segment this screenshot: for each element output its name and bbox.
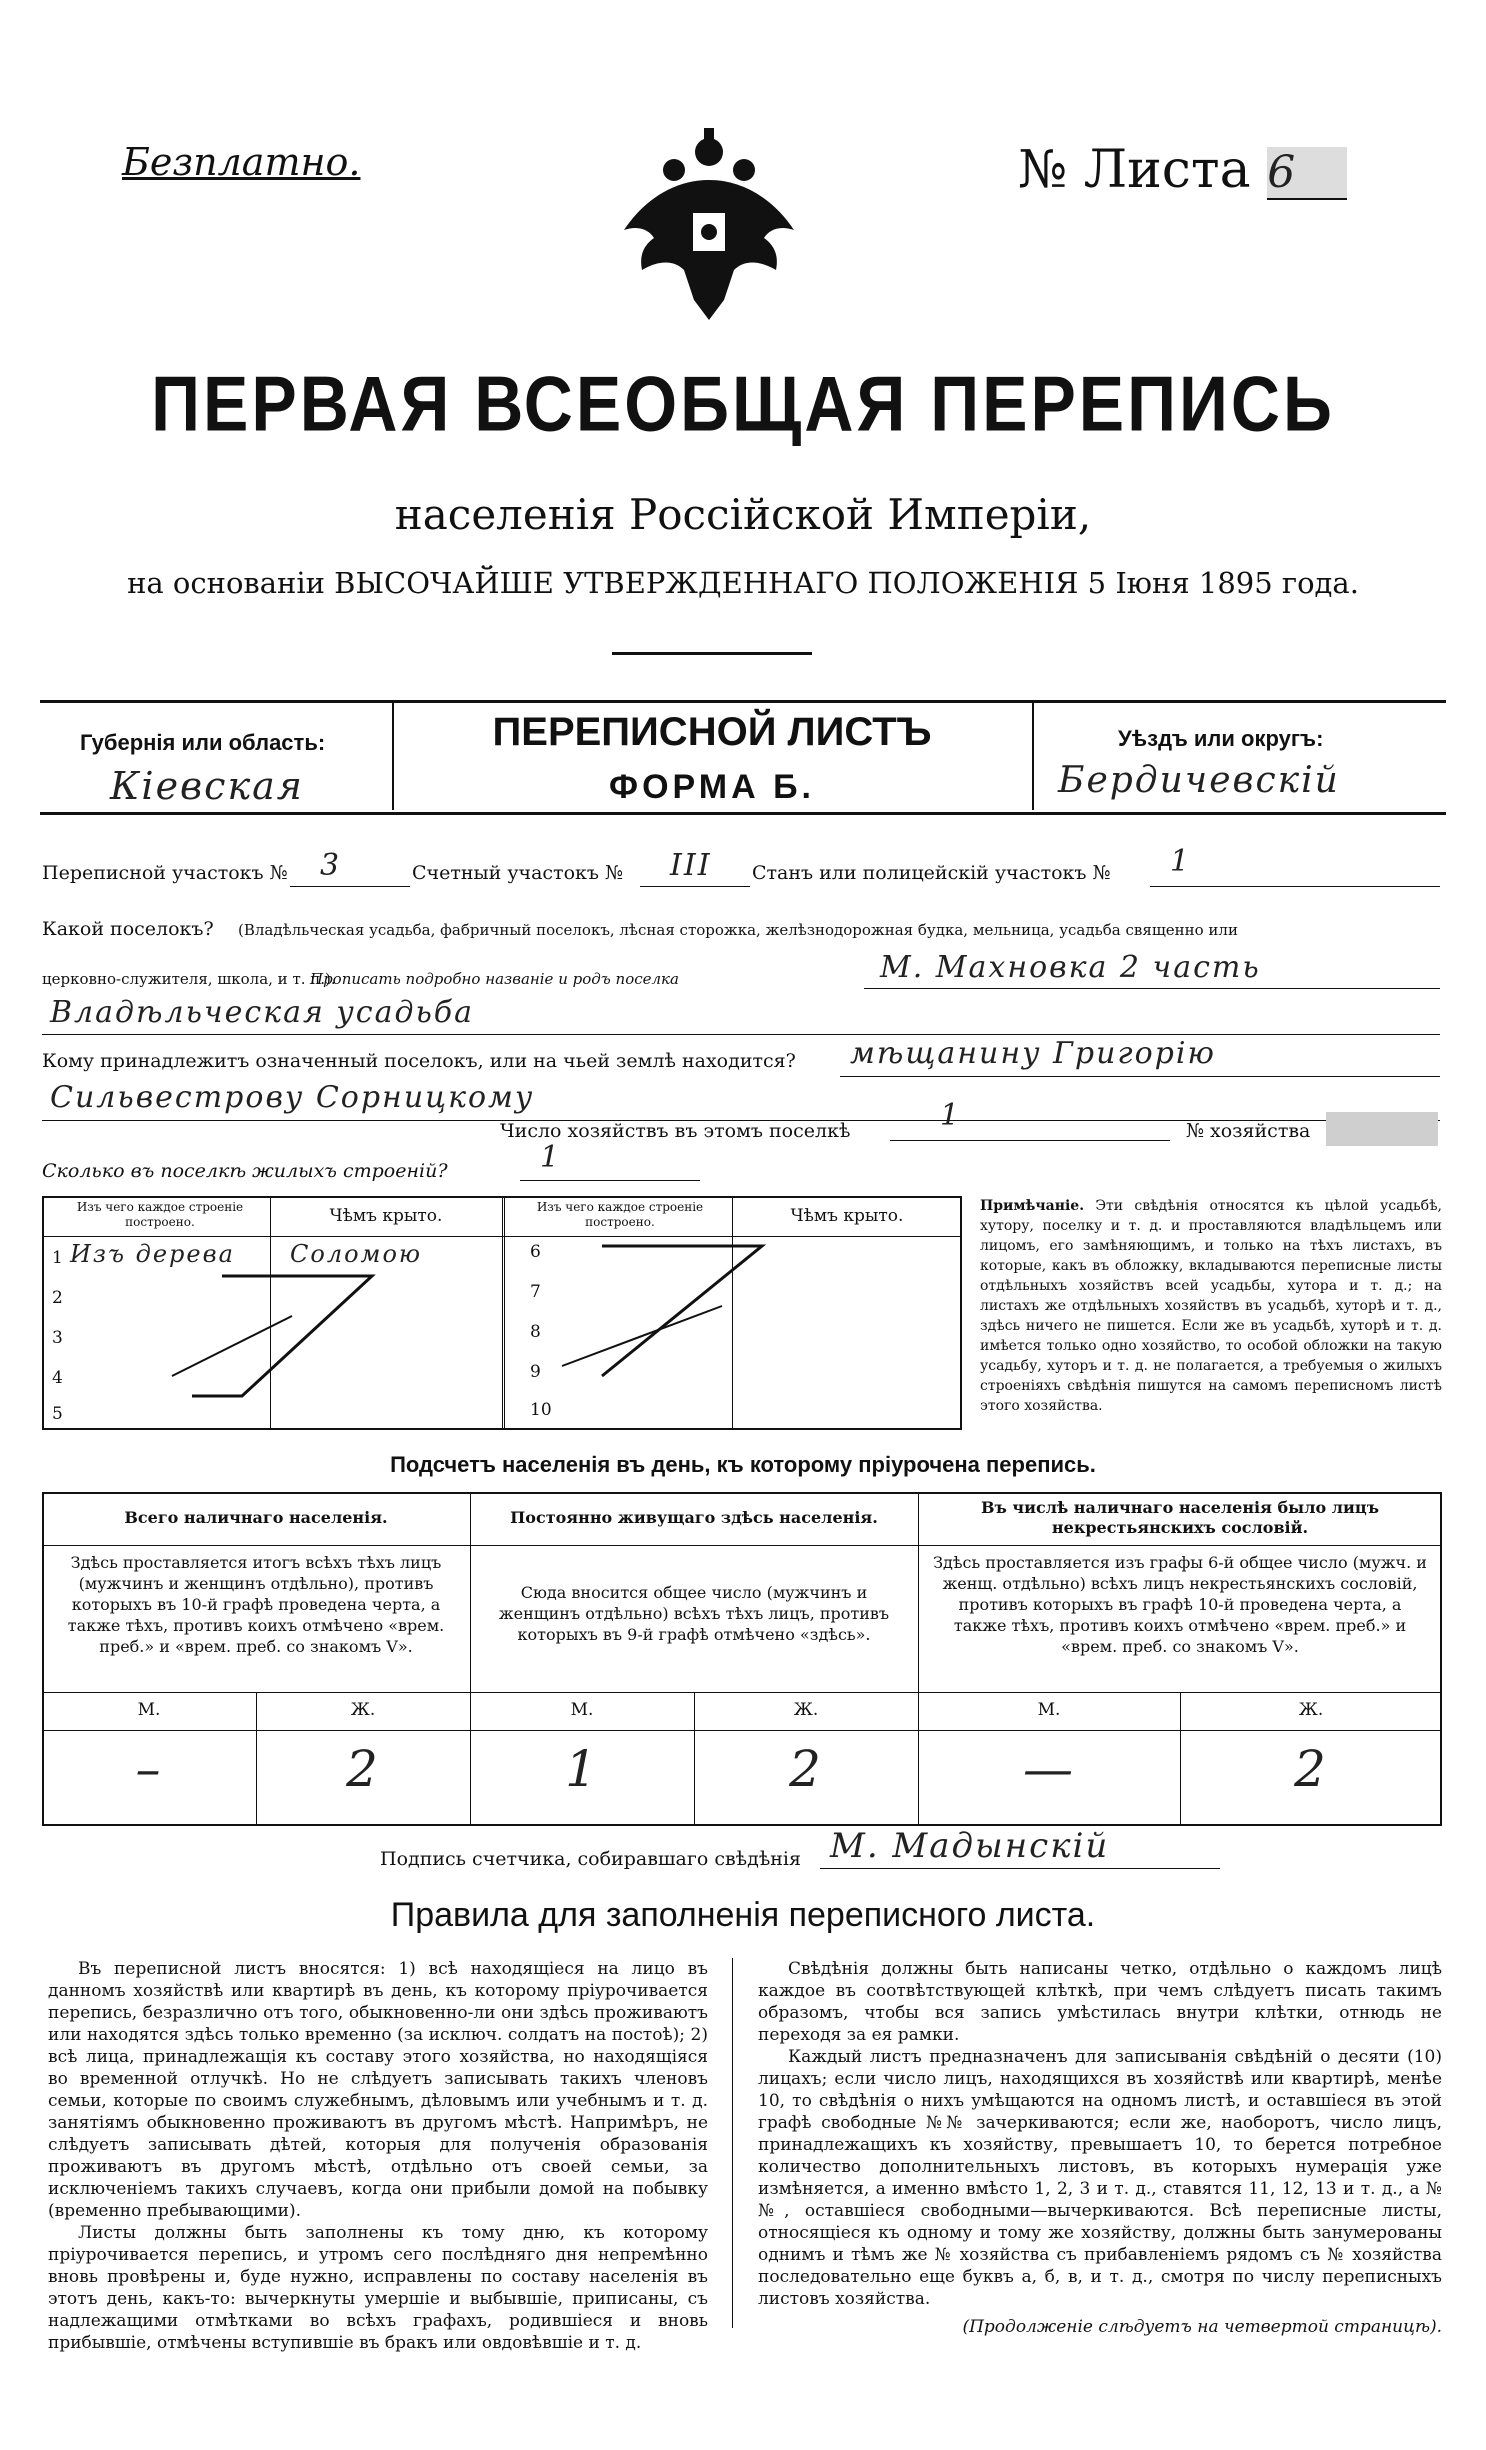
rules-title: Правила для заполненія переписного листа. [390,1896,1096,1934]
census-subtitle: населенія Россійской Имперіи, [394,490,1092,539]
uezd-label: Уѣздъ или округъ: [1118,726,1324,751]
col-roof-left: Чѣмъ крыто. [329,1206,443,1226]
imperial-eagle-emblem [604,120,814,330]
owner-question: Кому принадлежитъ означенный поселокъ, или на чьей землѣ находится? [42,1050,796,1072]
count-district-value: III [670,848,712,883]
census-basis: на основаніи ВЫСОЧАЙШЕ УТВЕРЖДЕННАГО ПОЛОЖЕНІЯ 5 Іюня 1895 года. [127,566,1359,600]
rules-left-p1: Въ переписной листъ вносятся: 1) всѣ находящіеся на лицо въ данномъ хозяйствѣ или квартирѣ въ день, къ которому пріурочивается перепись, безразлично отъ того, обыкновенно-ли они здѣсь проживаютъ или находятся здѣсь только временно (за исключ. солдатъ на постоѣ); 2) всѣ лица, принадлежащія къ составу этого хозяйства, но находящіяся во временной отлучкѣ. Но не слѣдуетъ записывать такихъ членовъ семьи, которые по своимъ служебнымъ, дѣловымъ или учебнымъ и т. д. занятіямъ обыкновенно проживаютъ въ другомъ мѣстѣ. Напримѣръ, не слѣдуетъ записывать дѣтей, которыя для полученія образованія проживаютъ въ другомъ мѣстѣ, отдѣльно отъ своей семьи, за исключеніемъ такихъ случаевъ, когда они прибыли домой на побывку (временно пребывающими). [48,1959,708,2221]
pop-col1-text: Здѣсь проставляется итогъ всѣхъ тѣхъ лицъ (мужчинъ и женщинъ отдѣльно), противъ которыхъ въ 10-й графѣ проведена черта, а также тѣхъ, противъ коихъ отмѣчено «врем. преб.» и «врем. преб. со знакомъ V». [67,1553,445,1656]
row1-material: Изъ дерева [70,1240,235,1268]
rules-right-column [758,1958,1442,2338]
households-value: 1 [940,1098,962,1133]
census-title: ПЕРВАЯ ВСЕОБЩАЯ ПЕРЕПИСЬ [151,360,1335,448]
row-num: 9 [530,1362,541,1382]
pop-m-label: М. [137,1700,161,1720]
sheet-number [1018,140,1347,200]
row-line [42,1692,1442,1693]
form-top-rule [40,700,1446,703]
uezd-value: Бердичевскій [1058,760,1340,801]
signature-label: Подпись счетчика, собиравшаго свѣдѣнія [380,1848,801,1870]
underline [1150,886,1440,887]
underline [640,886,750,887]
count-district-label: Счетный участокъ № [412,862,623,884]
note-title: Примѣчаніе. [980,1198,1085,1214]
row-line [42,1545,1442,1546]
pop-col1-title: Всего наличнаго населенія. [124,1508,388,1527]
pop-value: 1 [565,1740,599,1798]
buildings-value: 1 [540,1140,562,1175]
row1-roof: Соломою [290,1240,423,1268]
pop-f-label: Ж. [350,1700,376,1720]
row-num: 1 [52,1248,63,1268]
sheet-number-label: № Листа [1018,140,1251,200]
row-num: 10 [530,1400,552,1420]
col-roof-right: Чѣмъ крыто. [790,1206,904,1226]
free-label [122,140,360,184]
pop-col2-title: Постоянно живущаго здѣсь населенія. [510,1508,878,1527]
settlement-value-2: Владѣльческая усадьба [50,995,475,1030]
form-divider-right [1032,700,1034,810]
pop-value: — [1023,1740,1075,1798]
rules-left-column [48,1958,708,2354]
row-num: 3 [52,1328,63,1348]
underline [520,1180,700,1181]
row-line [42,1730,1442,1731]
census-district-value: 3 [320,848,342,883]
census-district-label: Переписной участокъ № [42,862,288,884]
pop-value: 2 [1294,1740,1328,1798]
rules-continued: (Продолженіе слѣдуетъ на четвертой страницѣ). [962,2317,1442,2337]
pop-f-label: Ж. [793,1700,819,1720]
owner-value-1: мѣщанину Григорію [850,1036,1216,1071]
stan-value: 1 [1170,844,1192,879]
rules-left-p2: Листы должны быть заполнены къ тому дню, къ которому пріурочивается перепись, и утромъ сего послѣдняго дня непремѣнно вновь провѣрены и, буде нужно, исправлены по составу населенія въ этотъ день, какъ-то: вычеркнуты умершіе и выбывшіе, приписаны, съ надлежащими отмѣтками во всѣхъ графахъ, родившіеся и вновь прибывшіе, отмѣчены вступившіе въ бракъ или овдовѣвшіе и т. д. [48,2223,708,2353]
strike-marks [42,1196,962,1430]
pop-col2-text: Сюда вносится общее число (мужчинъ и женщинъ отдѣльно) всѣхъ тѣхъ лицъ, противъ которыхъ въ 9-й графѣ отмѣчено «здѣсь». [498,1583,890,1644]
settlement-hint-2: церковно-служителя, школа, и т. п.). [42,970,336,988]
row-num: 5 [52,1404,63,1424]
divider [612,652,812,655]
signature-value: М. Мадынскій [830,1826,1110,1866]
free-text: Безплатно. [122,140,361,184]
note-block [980,1196,1442,1416]
col-material-left: Изъ чего каждое строеніе построено. [76,1200,244,1229]
pop-m-label: М. [1037,1700,1061,1720]
population-heading: Подсчетъ населенія въ день, къ которому пріурочена перепись. [390,1452,1096,1477]
row-num: 8 [530,1322,541,1342]
pop-col3-text: Здѣсь проставляется изъ графы 6-й общее число (мужч. и женщ. отдѣльно) всѣхъ лицъ некрестьянскихъ сословій, противъ которыхъ въ графѣ 10-й проведена черта, а также тѣхъ, противъ коихъ отмѣчено «врем. преб.» и «врем. преб. со знакомъ V». [933,1553,1427,1656]
sheet-number-value: 6 [1267,147,1347,200]
settlement-instruction: Прописать подробно названіе и родъ поселка [310,970,679,988]
household-no-box [1326,1112,1438,1146]
rules-right-p2: Каждый листъ предназначенъ для записыванія свѣдѣній о десяти (10) лицахъ; если число лицъ, находящихся въ хозяйствѣ или квартирѣ, менѣе 10, то свѣдѣнія о нихъ умѣщаются на одномъ листѣ, и оставшіеся въ этой графѣ свободные №№ зачеркиваются; если же, наоборотъ, число лицъ, принадлежащихъ къ хозяйству, превышаетъ 10, то берется потребное количество дополнительныхъ листовъ, въ которыхъ нумерація уже измѣняется, а именно вмѣсто 1, 2, 3 и т. д., ставятся 11, 12, 13 и т. д., а №№, оставшіеся свободными—вычеркиваются. Всѣ переписные листы, относящіеся къ одному и тому же хозяйству, должны быть занумерованы однимъ и тѣмъ же № хозяйства съ прибавленіемъ рядомъ съ № хозяйства последовательно еще буквъ а, б, в, и т. д., смотря по числу переписныхъ листовъ хозяйства. [758,2047,1442,2309]
household-no-label: № хозяйства [1186,1120,1311,1142]
pop-value: – [135,1740,163,1798]
underline [890,1140,1170,1141]
pop-value: 2 [789,1740,823,1798]
row-num: 7 [530,1282,541,1302]
owner-value-2: Сильвестрову Сорницкому [50,1080,535,1115]
settlement-value-1: М. Махновка 2 часть [880,950,1261,985]
note-text: Эти свѣдѣнія относятся къ цѣлой усадьбѣ, хутору, поселку и т. д. и проставляются владѣльцемъ или лицомъ, его замѣняющимъ, и только на тѣхъ листахъ, въ которые, какъ въ обложку, вкладываются переписные листы отдѣльныхъ хозяйствъ всей усадьбы, хутора и т. д.; на листахъ же отдѣльныхъ хозяйствъ въ усадьбѣ, хуторѣ и т. д., здѣсь ничего не пишется. Если же въ усадьбѣ, хуторѣ и т. д. имѣется только одно хозяйство, то особой обложки на такую усадьбу, хуторъ и т. д. не полагается, а требуемыя о жилыхъ строеніяхъ свѣдѣнія пишутся на самомъ переписномъ листѣ этого хозяйства. [980,1198,1442,1414]
pop-m-label: М. [570,1700,594,1720]
rules-right-p1: Свѣдѣнія должны быть написаны четко, отдѣльно о каждомъ лицѣ каждое въ соотвѣтствующей клѣткѣ, при чемъ слѣдуетъ писать такимъ образомъ, чтобы вся запись умѣстилась внутри клѣтки, отнюдь не переходя за ея рамки. [758,1959,1442,2045]
rules-column-divider [732,1958,733,2328]
col-material-right: Изъ чего каждое строеніе построено. [536,1200,704,1229]
settlement-hint: (Владѣльческая усадьба, фабричный поселокъ, лѣсная сторожка, желѣзнодорожная будка, мельница, усадьба священно или [238,921,1238,939]
underline [840,1076,1440,1077]
underline [864,988,1440,989]
gubernia-value: Кіевская [110,764,304,808]
row-num: 6 [530,1242,541,1262]
households-label: Число хозяйствъ въ этомъ поселкѣ [500,1120,851,1142]
pop-value: 2 [346,1740,380,1798]
stan-label: Станъ или полицейскій участокъ № [752,862,1111,884]
form-bottom-rule [40,812,1446,815]
pop-f-label: Ж. [1298,1700,1324,1720]
underline [290,886,410,887]
settlement-question: Какой поселокъ? [42,918,214,940]
gubernia-label: Губернія или область: [80,730,326,755]
pop-col3-title: Въ числѣ наличнаго населенія было лицъ некрестьянскихъ сословій. [981,1498,1379,1537]
buildings-label: Сколько въ поселкѣ жилыхъ строеній? [42,1160,448,1182]
sheet-type-title: ПЕРЕПИСНОЙ ЛИСТЪ [492,710,932,754]
form-name: ФОРМА Б. [609,768,815,806]
row-num: 2 [52,1288,63,1308]
underline [42,1034,1440,1035]
underline [820,1868,1220,1869]
row-num: 4 [52,1368,63,1388]
